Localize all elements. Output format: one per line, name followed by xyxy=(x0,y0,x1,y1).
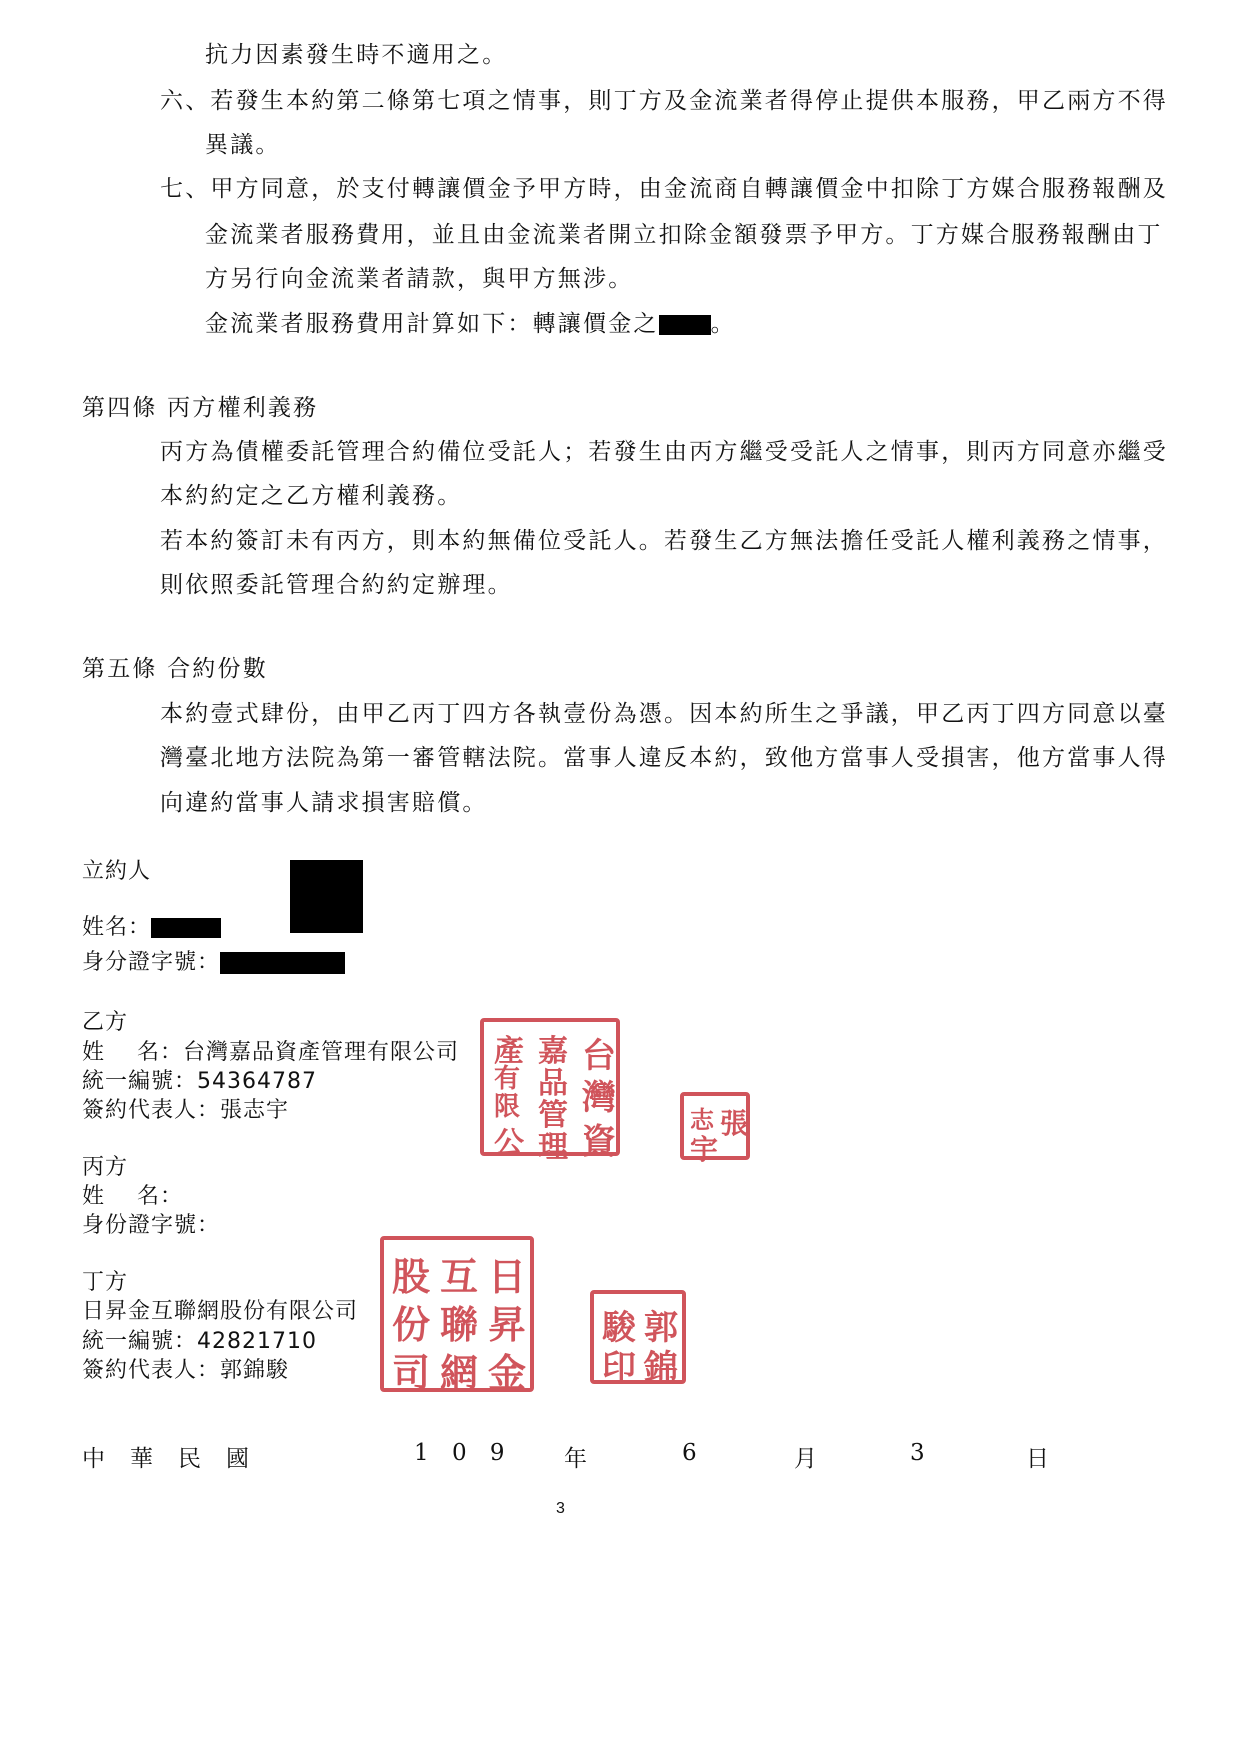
fee-redaction xyxy=(659,315,711,335)
date-char-hua: 華 xyxy=(130,1446,153,1472)
signatories-header: 立約人 xyxy=(82,859,152,884)
party-a-id-redaction xyxy=(220,952,345,974)
clause3-item6-line2: 異議。 xyxy=(205,132,281,158)
party-b-rep-seal: 張 志 宇 xyxy=(680,1092,750,1160)
clause3-fee-line xyxy=(205,309,736,339)
party-b-rep: 簽約代表人：張志宇 xyxy=(82,1098,290,1123)
party-c-name: 姓 名： xyxy=(82,1184,183,1209)
clause3-item7-line3: 方另行向金流業者請款，與甲方無涉。 xyxy=(205,266,634,292)
clause5-p1-line3: 向違約當事人請求損害賠償。 xyxy=(160,790,488,816)
clause4-p2-line1: 若本約簽訂未有丙方，則本約無備位受託人。若發生乙方無法擔任受託人權利義務之情事， xyxy=(160,528,1168,554)
party-a-name-label: 姓名： xyxy=(82,915,152,940)
date-year-unit: 年 xyxy=(564,1446,587,1472)
party-b-name: 姓 名：台灣嘉品資產管理有限公司 xyxy=(82,1040,459,1065)
clause4-p1-line1: 丙方為債權委託管理合約備位受託人；若發生由丙方繼受受託人之情事，則丙方同意亦繼受 xyxy=(160,439,1168,465)
date-year: 1 0 9 xyxy=(414,1440,513,1466)
date-char-zhong: 中 xyxy=(82,1446,105,1472)
date-char-min: 民 xyxy=(178,1446,201,1472)
date-month: 6 xyxy=(682,1440,697,1466)
clause3-force-line: 抗力因素發生時不適用之。 xyxy=(205,42,508,68)
clause5-p1-line1: 本約壹式肆份，由甲乙丙丁四方各執壹份為憑。因本約所生之爭議，甲乙丙丁四方同意以臺 xyxy=(160,701,1168,727)
clause5-title: 第五條 合約份數 xyxy=(82,656,268,682)
party-d-company: 日昇金互聯網股份有限公司 xyxy=(82,1299,359,1324)
party-b-title: 乙方 xyxy=(82,1010,129,1035)
party-d-tax-id: 統一編號：42821710 xyxy=(82,1329,317,1354)
fee-suffix: 。 xyxy=(710,311,736,337)
party-c-id: 身份證字號： xyxy=(82,1213,221,1238)
party-b-company-seal: 台 灣 資 嘉 品 管 理 產 有 限 公 xyxy=(480,1018,620,1156)
clause4-p2-line2: 則依照委託管理合約約定辦理。 xyxy=(160,572,513,598)
clause3-item6-line1: 六、若發生本約第二條第七項之情事，則丁方及金流業者得停止提供本服務，甲乙兩方不得 xyxy=(160,88,1168,114)
clause4-title: 第四條 丙方權利義務 xyxy=(82,395,319,421)
date-month-unit: 月 xyxy=(794,1446,817,1472)
clause5-p1-line2: 灣臺北地方法院為第一審管轄法院。當事人違反本約，致他方當事人受損害，他方當事人得 xyxy=(160,745,1168,771)
date-day: 3 xyxy=(910,1440,925,1466)
page-number: 3 xyxy=(556,1500,565,1517)
party-d-rep-seal: 郭 錦 駿 印 xyxy=(590,1290,686,1384)
party-a-name-line xyxy=(82,913,221,943)
date-day-unit: 日 xyxy=(1026,1446,1049,1472)
party-d-company-seal: 日 昇 金 互 聯 網 股 份 司 xyxy=(380,1236,534,1392)
clause4-p1-line2: 本約約定之乙方權利義務。 xyxy=(160,483,463,509)
party-c-title: 丙方 xyxy=(82,1155,129,1180)
clause3-item7-line1: 七、甲方同意，於支付轉讓價金予甲方時，由金流商自轉讓價金中扣除丁方媒合服務報酬及 xyxy=(160,176,1168,202)
party-d-rep: 簽約代表人：郭錦駿 xyxy=(82,1358,290,1383)
party-a-seal-redaction xyxy=(290,860,363,933)
party-a-id-line xyxy=(82,948,345,978)
party-a-id-label: 身分證字號： xyxy=(82,950,221,975)
party-b-tax-id: 統一編號：54364787 xyxy=(82,1069,317,1094)
clause3-item7-line2: 金流業者服務費用，並且由金流業者開立扣除金額發票予甲方。丁方媒合服務報酬由丁 xyxy=(205,222,1163,248)
date-char-guo: 國 xyxy=(226,1446,249,1472)
party-d-title: 丁方 xyxy=(82,1270,129,1295)
fee-prefix: 金流業者服務費用計算如下：轉讓價金之 xyxy=(205,311,659,337)
party-a-name-redaction xyxy=(151,918,221,938)
